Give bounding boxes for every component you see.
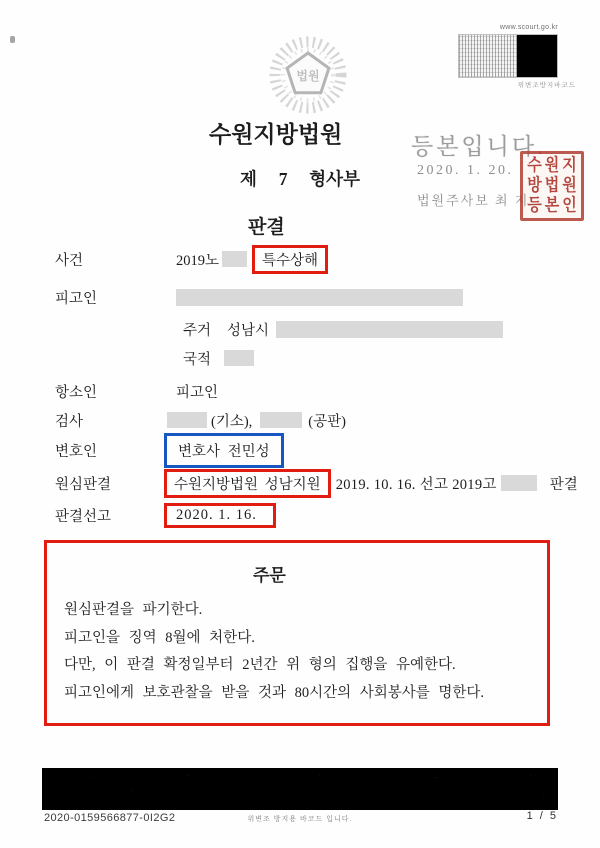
anti-forgery-band bbox=[42, 768, 558, 810]
order-lines bbox=[64, 602, 547, 702]
original-judgment-suffix: 판결 bbox=[549, 476, 578, 493]
row-case bbox=[55, 249, 328, 269]
barcode-2d-noise bbox=[517, 35, 557, 77]
court-emblem bbox=[258, 23, 358, 128]
barcode-notice: 위변조 방지용 바코드 입니다. bbox=[247, 816, 353, 823]
row-prosecutor bbox=[55, 410, 346, 430]
prosecutor-trial: (공판) bbox=[308, 413, 346, 430]
redaction-bar bbox=[222, 251, 247, 267]
row-sentencing-date bbox=[55, 505, 276, 525]
redaction-bar bbox=[276, 321, 503, 338]
redaction-bar bbox=[167, 412, 207, 428]
residence-city: 성남시 bbox=[227, 322, 270, 339]
row-counsel bbox=[55, 440, 284, 460]
noise-icon bbox=[517, 35, 557, 77]
redaction-bar bbox=[224, 350, 254, 366]
row-label: 원심판결 bbox=[55, 476, 112, 493]
page-indicator: 1 / 5 bbox=[526, 810, 558, 822]
seal-row: 수원지 bbox=[527, 156, 580, 175]
order-line: 다만, 이 판결 확정일부터 2년간 위 형의 집행을 유예한다. bbox=[64, 657, 456, 673]
division-heading: 제 7 형사부 bbox=[240, 169, 360, 189]
redaction-bar bbox=[260, 412, 302, 428]
seal-row: 등본인 bbox=[527, 196, 580, 215]
barcode-caption: 위변조방지바코드 bbox=[517, 82, 576, 89]
row-nationality bbox=[183, 348, 254, 368]
original-judgment-detail: 2019. 10. 16. 선고 2019고 bbox=[335, 476, 497, 493]
original-court-highlight: 수원지방법원 성남지원 bbox=[164, 469, 331, 498]
scan-speck bbox=[10, 36, 15, 43]
order-line: 피고인에게 보호관찰을 받을 것과 80시간의 사회봉사를 명한다. bbox=[64, 684, 485, 701]
order-title: 주문 bbox=[253, 566, 286, 585]
row-label: 사건 bbox=[55, 252, 84, 269]
residence-label: 주거 bbox=[183, 322, 212, 339]
noise-band-icon bbox=[42, 768, 558, 810]
row-label: 항소인 bbox=[55, 384, 98, 401]
anti-forgery-barcode bbox=[458, 34, 558, 78]
row-label: 피고인 bbox=[55, 290, 98, 307]
nationality-label: 국적 bbox=[183, 351, 212, 368]
row-defendant bbox=[55, 287, 463, 307]
appellant-value: 피고인 bbox=[176, 384, 219, 401]
charge-highlight: 특수상해 bbox=[252, 245, 328, 274]
certified-copy-stamp: 등본입니다. bbox=[411, 134, 546, 159]
order-section bbox=[44, 540, 550, 726]
redaction-bar bbox=[501, 475, 537, 491]
row-appellant bbox=[55, 381, 218, 401]
row-label: 변호인 bbox=[55, 443, 98, 460]
row-label: 검사 bbox=[55, 413, 84, 430]
scourt-url: www.scourt.go.kr bbox=[499, 24, 558, 31]
row-label: 판결선고 bbox=[55, 508, 112, 525]
counsel-highlight: 변호사 전민성 bbox=[164, 433, 284, 468]
certification-date: 2020. 1. 20. bbox=[417, 163, 514, 178]
order-line: 원심판결을 파기한다. bbox=[64, 602, 203, 618]
court-emblem-icon bbox=[258, 23, 358, 123]
court-clerk-name: 법원주사보 최 지 bbox=[417, 193, 530, 208]
sentencing-date-highlight: 2020. 1. 16. bbox=[164, 503, 276, 528]
row-original-judgment bbox=[55, 473, 578, 493]
document-number: 2020-0159566877-0I2G2 bbox=[44, 812, 176, 824]
prosecutor-indictment: (기소), bbox=[211, 413, 253, 430]
row-residence bbox=[183, 319, 503, 339]
court-name-heading: 수원지방법원 bbox=[209, 122, 343, 147]
order-line: 피고인을 징역 8월에 처한다. bbox=[64, 629, 255, 646]
svg-text:법원: 법원 bbox=[296, 69, 320, 83]
case-number-prefix: 2019노 bbox=[176, 252, 220, 269]
document-type-heading: 판결 bbox=[248, 217, 285, 238]
barcode-stripes bbox=[459, 35, 517, 77]
seal-row: 방법원 bbox=[527, 176, 580, 195]
redaction-bar bbox=[176, 289, 463, 306]
